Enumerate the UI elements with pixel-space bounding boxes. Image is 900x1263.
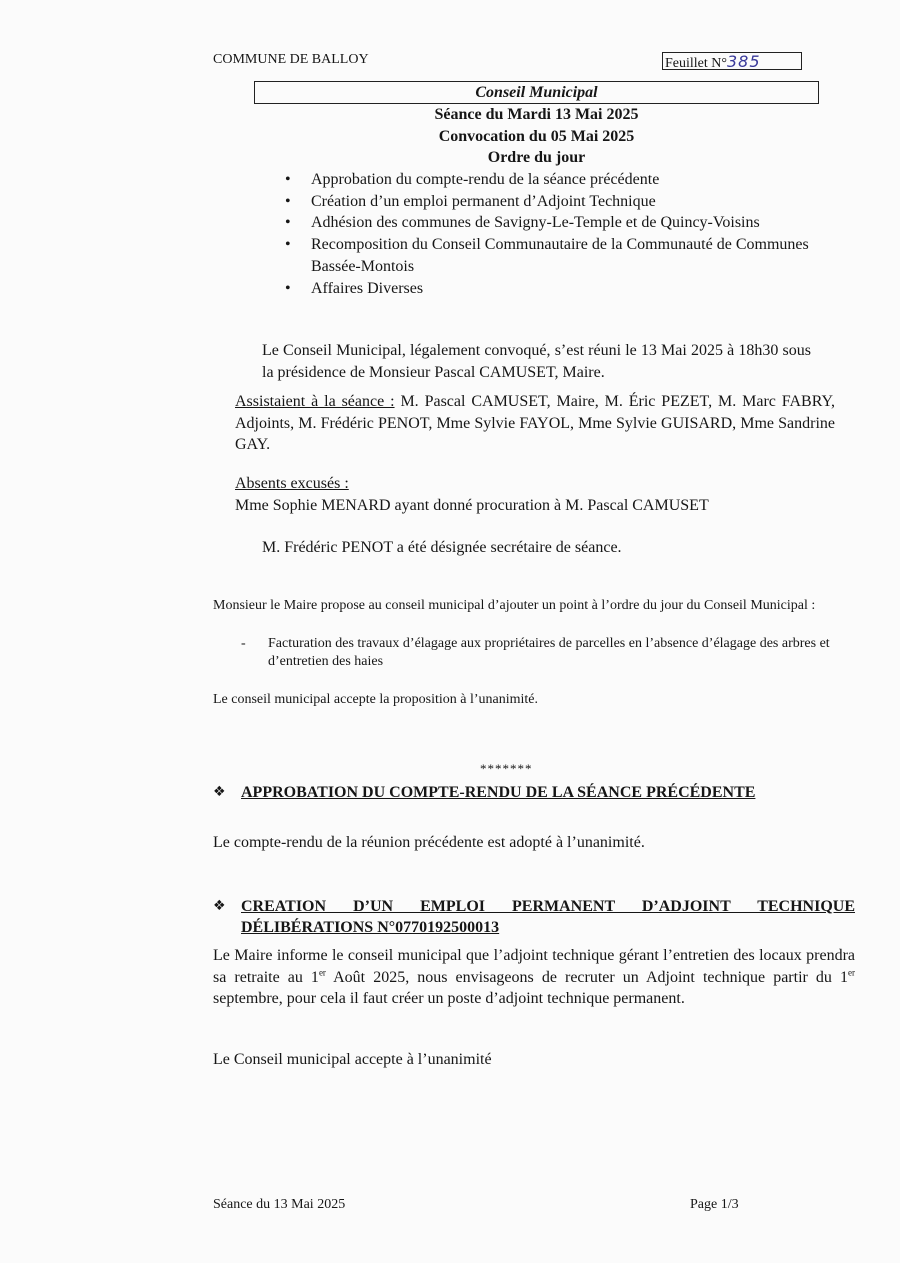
document-title: Conseil Municipal	[254, 81, 819, 104]
proposal-text: Monsieur le Maire propose au conseil municipal d’ajouter un point à l’ordre du jour du Conseil Municipal :	[213, 598, 816, 613]
section-heading-line2: DÉLIBÉRATIONS N°0770192500013	[241, 919, 500, 936]
agenda-item: • Approbation du compte-rendu de la séance précédente	[285, 169, 845, 191]
diamond-bullet-icon: ❖	[213, 898, 226, 914]
section-heading	[213, 782, 855, 803]
proposal-item	[241, 635, 880, 671]
secretary-line: M. Frédéric PENOT a été désignée secrétaire de séance.	[262, 539, 622, 556]
footer-date: Séance du 13 Mai 2025	[213, 1197, 346, 1212]
feuillet-label: Feuillet N°	[665, 56, 727, 71]
attendance-text: M. Pascal CAMUSET, Maire, M. Éric PEZET, M. Marc FABRY, Adjoints, M. Frédéric PENOT, Mme Sylvie FAYOL, Mme Sylvie GUISARD, Mme Sandrine GAY.	[235, 393, 835, 453]
section-separator: *******	[480, 761, 533, 776]
section-decision: Le Conseil municipal accepte à l’unanimité	[213, 1051, 492, 1068]
convocation-date: Convocation du 05 Mai 2025	[438, 128, 635, 145]
attendance-label: Assistaient à la séance :	[235, 393, 395, 410]
section-heading-text: APPROBATION DU COMPTE-RENDU DE LA SÉANCE PRÉCÉDENTE	[241, 784, 756, 801]
absents-text: Mme Sophie MENARD ayant donné procuration à M. Pascal CAMUSET	[235, 497, 709, 514]
section-heading-line1: CREATION D’UN EMPLOI PERMANENT D’ADJOINT TECHNIQUE	[241, 898, 855, 915]
commune-name: COMMUNE DE BALLOY	[213, 52, 369, 67]
seance-date: Séance du Mardi 13 Mai 2025	[434, 106, 639, 123]
attendance-paragraph	[235, 391, 835, 456]
section-text: Le compte-rendu de la réunion précédente est adopté à l’unanimité.	[213, 834, 645, 851]
absents-label: Absents excusés :	[235, 475, 349, 492]
agenda-item: • Adhésion des communes de Savigny-Le-Temple et de Quincy-Voisins	[285, 212, 845, 234]
agenda-list	[285, 169, 845, 299]
diamond-bullet-icon: ❖	[213, 784, 226, 800]
proposal-decision: Le conseil municipal accepte la proposition à l’unanimité.	[213, 692, 539, 707]
section-paragraph: Le Maire informe le conseil municipal que l’adjoint technique gérant l’entretien des locaux prendra sa retraite au 1er Août 2025, nous envisageons de recruter un Adjoint technique partir du 1er septembre, pour cela il faut créer un poste d’adjoint technique permanent.	[213, 947, 855, 1007]
section-heading	[213, 896, 855, 938]
intro-paragraph: Le Conseil Municipal, légalement convoqué, s’est réuni le 13 Mai 2025 à 18h30 sous la présidence de Monsieur Pascal CAMUSET, Maire.	[262, 342, 811, 381]
feuillet-number: 385	[726, 52, 761, 71]
agenda-item: • Recomposition du Conseil Communautaire de la Communauté de Communes Bassée-Montois	[285, 234, 845, 277]
page-number: Page 1/3	[690, 1197, 739, 1212]
proposal-item-text: Facturation des travaux d’élagage aux propriétaires de parcelles en l’absence d’élagage des arbres et d’entretien des haies	[268, 636, 830, 669]
agenda-heading: Ordre du jour	[487, 149, 586, 166]
feuillet-box	[662, 52, 802, 70]
agenda-item: • Création d’un emploi permanent d’Adjoint Technique	[285, 191, 845, 213]
dash-bullet: -	[241, 636, 246, 651]
agenda-item: • Affaires Diverses	[285, 278, 845, 300]
